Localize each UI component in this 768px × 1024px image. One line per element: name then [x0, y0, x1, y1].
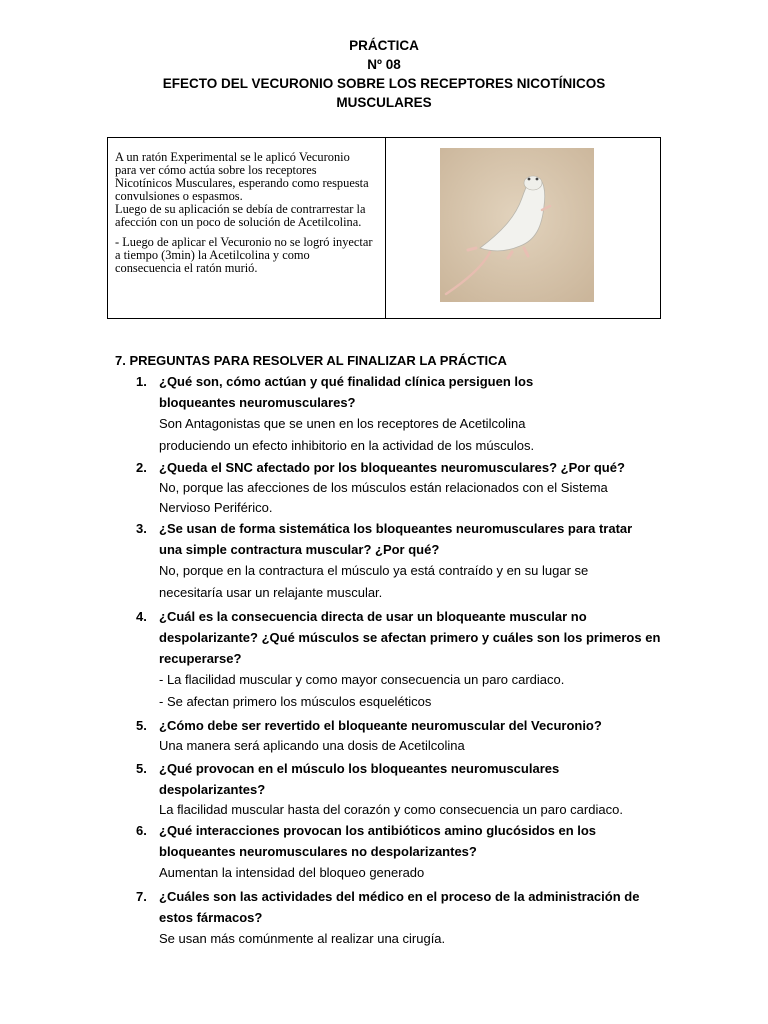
question-line: ¿Se usan de forma sistemática los bloqueantes neuromusculares para tratar: [159, 521, 633, 536]
question-number: 6.: [136, 823, 147, 838]
practice-subtitle: EFECTO DEL VECURONIO SOBRE LOS RECEPTORES NICOTÍNICOS: [162, 76, 606, 91]
desc-line: A un ratón Experimental se le aplicó Vecuronio: [115, 150, 350, 164]
answer-line: - La flacilidad muscular y como mayor consecuencia un paro cardiaco.: [159, 672, 565, 687]
question-number: 4.: [136, 609, 147, 624]
desc-line: a tiempo (3min) la Acetilcolina y como: [115, 248, 310, 262]
question-line: recuperarse?: [159, 651, 242, 666]
question-number: 5.: [136, 718, 147, 733]
question-number: 5.: [136, 761, 147, 776]
question-item: [115, 886, 675, 950]
question-item: [115, 518, 675, 604]
experiment-description: [108, 138, 386, 318]
question-line: ¿Qué provocan en el músculo los bloqueantes neuromusculares: [159, 761, 560, 776]
mouse-image: [440, 148, 594, 302]
question-line: despolarizantes?: [159, 782, 266, 797]
answer-line: Son Antagonistas que se unen en los receptores de Acetilcolina: [159, 416, 526, 431]
question-line: bloqueantes neuromusculares no despolarizantes?: [159, 844, 477, 859]
question-number: 1.: [136, 374, 147, 389]
question-line: ¿Cuáles son las actividades del médico en el proceso de la administración de: [159, 889, 640, 904]
question-line: ¿Cómo debe ser revertido el bloqueante neuromuscular del Vecuronio?: [159, 718, 602, 733]
answer-line: Una manera será aplicando una dosis de Acetilcolina: [159, 738, 465, 753]
question-item: [115, 715, 675, 756]
answer-line: Aumentan la intensidad del bloqueo generado: [159, 865, 425, 880]
questions-section: [115, 351, 675, 950]
desc-line: consecuencia el ratón murió.: [115, 261, 258, 275]
question-text: [115, 606, 675, 669]
section-heading: 7. PREGUNTAS PARA RESOLVER AL FINALIZAR LA PRÁCTICA: [115, 353, 507, 368]
question-line: ¿Cuál es la consecuencia directa de usar un bloqueante muscular no: [159, 609, 587, 624]
desc-line: para ver cómo actúa sobre los receptores: [115, 163, 317, 177]
answer-text: [115, 413, 675, 457]
question-text: [115, 371, 675, 413]
document-header: [0, 36, 768, 112]
description-paragraph-2: [115, 236, 379, 275]
answer-text: [115, 736, 675, 756]
practice-title: PRÁCTICA: [349, 38, 419, 53]
desc-line: - Luego de aplicar el Vecuronio no se logró inyectar: [115, 235, 373, 249]
answer-text: [115, 928, 675, 950]
question-number: 2.: [136, 460, 147, 475]
answer-text: [115, 669, 675, 713]
question-item: [115, 758, 675, 820]
answer-line: produciendo un efecto inhibitorio en la actividad de los músculos.: [159, 438, 535, 453]
question-number: 3.: [136, 521, 147, 536]
question-line: ¿Qué son, cómo actúan y qué finalidad clínica persiguen los: [159, 374, 534, 389]
answer-text: [115, 560, 675, 604]
answer-line: No, porque las afecciones de los músculos están relacionados con el Sistema: [159, 480, 608, 495]
answer-text: [115, 862, 675, 884]
answer-line: Se usan más comúnmente al realizar una cirugía.: [159, 931, 446, 946]
desc-line: Nicotínicos Musculares, esperando como respuesta: [115, 176, 369, 190]
answer-line: necesitaría usar un relajante muscular.: [159, 585, 383, 600]
question-item: [115, 371, 675, 457]
answer-line: Nervioso Periférico.: [159, 500, 273, 515]
question-text: [115, 715, 675, 736]
question-item: [115, 820, 675, 884]
description-paragraph-1: [115, 151, 379, 229]
practice-subtitle-cont: MUSCULARES: [336, 95, 432, 110]
question-text: [115, 457, 675, 478]
question-line: una simple contractura muscular? ¿Por qué?: [159, 542, 440, 557]
question-line: ¿Queda el SNC afectado por los bloqueantes neuromusculares? ¿Por qué?: [159, 460, 625, 475]
answer-line: No, porque en la contractura el músculo ya está contraído y en su lugar se: [159, 563, 589, 578]
question-line: ¿Qué interacciones provocan los antibióticos amino glucósidos en los: [159, 823, 597, 838]
answer-text: [115, 800, 675, 820]
answer-line: La flacilidad muscular hasta del corazón y como consecuencia un paro cardiaco.: [159, 802, 623, 817]
question-number: 7.: [136, 889, 147, 904]
answer-text: [115, 478, 675, 518]
desc-line: Luego de su aplicación se debía de contrarrestar la: [115, 202, 366, 216]
question-text: [115, 820, 675, 862]
photo-cell: [386, 138, 660, 318]
question-line: despolarizante? ¿Qué músculos se afectan primero y cuáles son los primeros en: [159, 630, 661, 645]
mouse-photo: [440, 148, 594, 302]
question-line: estos fármacos?: [159, 910, 263, 925]
desc-line: convulsiones o espasmos.: [115, 189, 243, 203]
practice-number: Nº 08: [367, 57, 401, 72]
question-text: [115, 886, 675, 928]
question-item: [115, 606, 675, 713]
question-text: [115, 518, 675, 560]
question-item: [115, 457, 675, 518]
question-line: bloqueantes neuromusculares?: [159, 395, 356, 410]
experiment-table: [107, 137, 661, 319]
question-text: [115, 758, 675, 800]
desc-line: afección con un poco de solución de Acetilcolina.: [115, 215, 362, 229]
answer-line: - Se afectan primero los músculos esqueléticos: [159, 694, 432, 709]
